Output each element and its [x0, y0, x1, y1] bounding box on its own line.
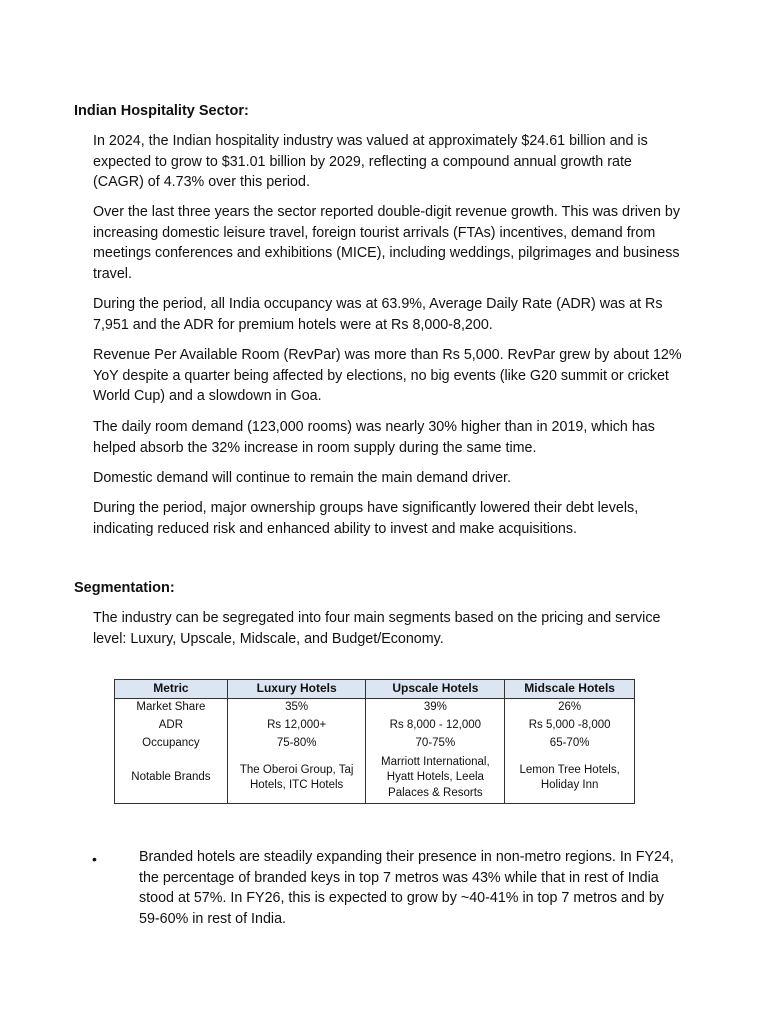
paragraph-domestic-demand: Domestic demand will continue to remain the main demand driver.: [93, 470, 511, 486]
paragraph-room-demand: The daily room demand (123,000 rooms) was nearly 30% higher than in 2019, which has helped absorb the 32% increase in room supply during the same time.: [93, 419, 655, 456]
table-header: Upscale Hotels: [366, 680, 505, 699]
paragraph-ownership-debt: During the period, major ownership groups have significantly lowered their debt levels, indicating reduced risk and enhanced ability to invest and make acquisitions.: [93, 500, 639, 537]
segmentation-table: [114, 679, 635, 804]
table-cell: 75-80%: [227, 735, 366, 753]
table-cell: Rs 5,000 -8,000: [505, 717, 635, 735]
paragraph-revenue-growth: Over the last three years the sector reported double-digit revenue growth. This was driven by increasing domestic leisure travel, foreign tourist arrivals (FTAs) incentives, demand from meetings conferences and exhibitions (MICE), including weddings, pilgrimages and business travel.: [93, 204, 681, 282]
table-header: Luxury Hotels: [227, 680, 366, 699]
table-cell: Rs 12,000+: [227, 717, 366, 735]
table-cell: 26%: [505, 699, 635, 718]
bullet-item: Branded hotels are steadily expanding their presence in non-metro regions. In FY24, the percentage of branded keys in top 7 metros was 43% while that in rest of India stood at 57%. In FY26, this is expected to grow by ~40-41% in top 7 metros and by 59-60% in rest of India.: [139, 849, 674, 927]
segmentation-intro: The industry can be segregated into four main segments based on the pricing and service level: Luxury, Upscale, Midscale, and Budget/Economy.: [93, 610, 661, 647]
table-cell: ADR: [115, 717, 228, 735]
table-cell: Occupancy: [115, 735, 228, 753]
paragraph-revpar: Revenue Per Available Room (RevPar) was more than Rs 5,000. RevPar grew by about 12% YoY despite a quarter being affected by elections, no big events (like G20 summit or cricket World Cup) and a slowdown in Goa.: [93, 347, 682, 405]
table-cell: 39%: [366, 699, 505, 718]
table-cell: The Oberoi Group, Taj Hotels, ITC Hotels: [227, 753, 366, 804]
bullet-dot-icon: •: [92, 851, 97, 867]
table-header-row: [115, 680, 635, 699]
table-row: [115, 753, 635, 804]
table-cell: Lemon Tree Hotels, Holiday Inn: [505, 753, 635, 804]
table-cell: Notable Brands: [115, 753, 228, 804]
segmentation-heading: Segmentation:: [74, 580, 175, 596]
table-cell: 70-75%: [366, 735, 505, 753]
table-cell: 65-70%: [505, 735, 635, 753]
table-header: Metric: [115, 680, 228, 699]
table-cell: Marriott International, Hyatt Hotels, Leela Palaces & Resorts: [366, 753, 505, 804]
paragraph-occupancy-adr: During the period, all India occupancy was at 63.9%, Average Daily Rate (ADR) was at Rs 7,951 and the ADR for premium hotels were at Rs 8,000-8,200.: [93, 296, 663, 333]
table-header: Midscale Hotels: [505, 680, 635, 699]
sector-heading: Indian Hospitality Sector:: [74, 103, 249, 119]
table-row: [115, 735, 635, 753]
table-row: [115, 699, 635, 718]
paragraph-market-size: In 2024, the Indian hospitality industry was valued at approximately $24.61 billion and is expected to grow to $31.01 billion by 2029, reflecting a compound annual growth rate (CAGR) of 4.73% over this period.: [93, 133, 648, 191]
table-cell: Rs 8,000 - 12,000: [366, 717, 505, 735]
table-cell: Market Share: [115, 699, 228, 718]
table-cell: 35%: [227, 699, 366, 718]
table-row: [115, 717, 635, 735]
